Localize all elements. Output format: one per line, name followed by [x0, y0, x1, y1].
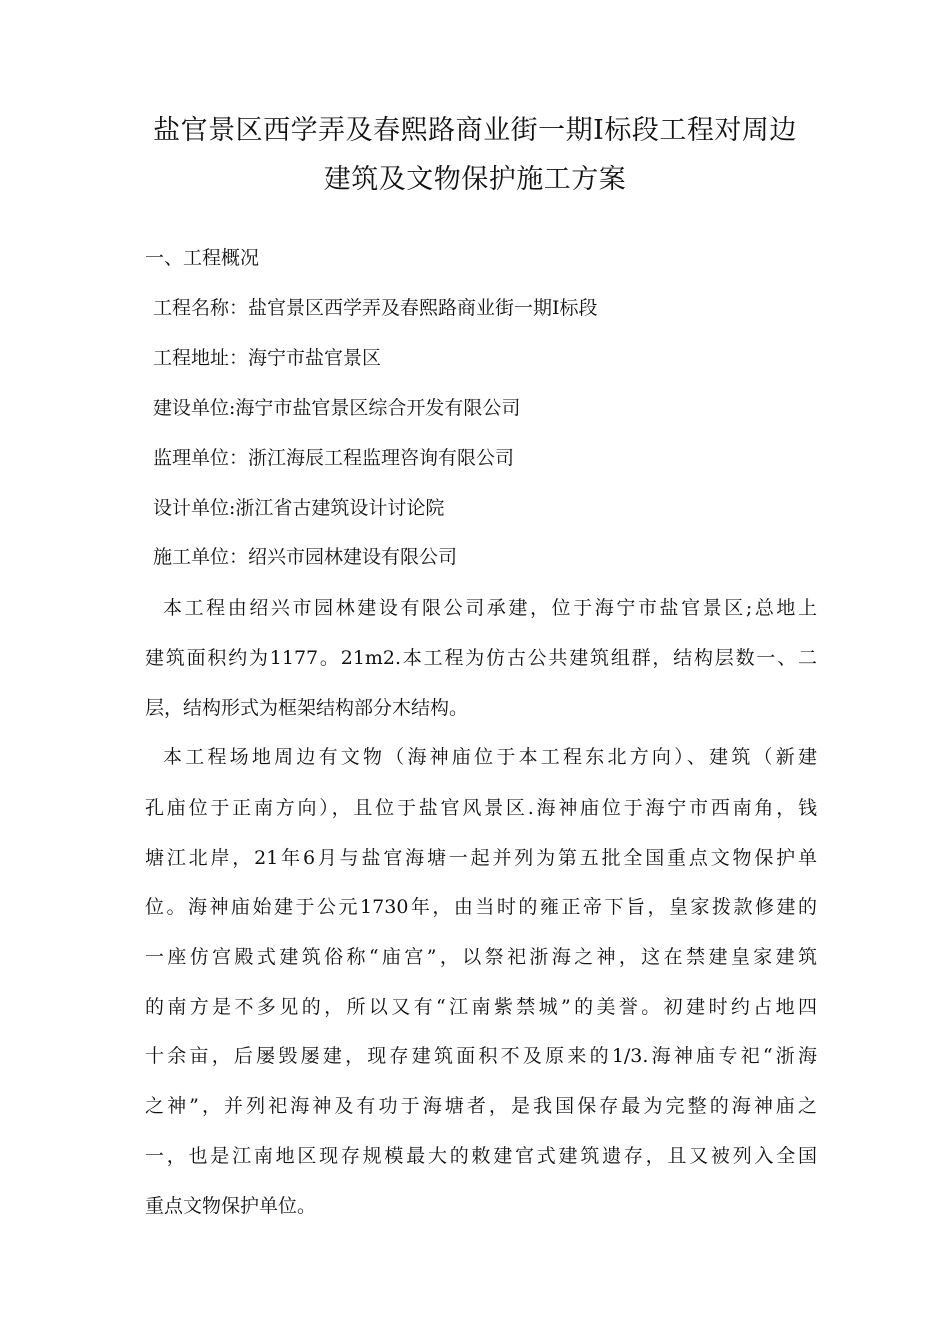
- paragraph-2-line: 之神”，并列祀海神及有功于海塘者，是我国保存最为完整的海神庙之: [145, 1095, 817, 1117]
- paragraph-2-line: 重点文物保护单位。: [145, 1195, 317, 1217]
- paragraph-2-line: 一，也是江南地区现存规模最大的敕建官式建筑遗存，且又被列入全国: [145, 1145, 817, 1167]
- paragraph-2-line: 的南方是不多见的，所以又有“江南紫禁城”的美誉。初建时约占地四: [145, 996, 817, 1018]
- info-supervisor: 监理单位：浙江海辰工程监理咨询有限公司: [153, 447, 515, 469]
- info-constructor: 施工单位：绍兴市园林建设有限公司: [153, 546, 458, 568]
- info-project-address: 工程地址：海宁市盐官景区: [153, 347, 382, 369]
- info-project-name: 工程名称：盐官景区西学弄及春熙路商业街一期Ⅰ标段: [153, 297, 598, 319]
- paragraph-2-line: 孔庙位于正南方向），且位于盐官风景区.海神庙位于海宁市西南角，钱: [145, 797, 817, 819]
- paragraph-2-line: 十余亩，后屡毁屡建，现存建筑面积不及原来的1/3.海神庙专祀“浙海: [145, 1045, 817, 1067]
- paragraph-2-line: 一座仿宫殿式建筑俗称“庙宫”，以祭祀浙海之神，这在禁建皇家建筑: [145, 946, 817, 968]
- paragraph-1-line: 本工程由绍兴市园林建设有限公司承建，位于海宁市盐官景区;总地上: [163, 597, 817, 619]
- paragraph-2-line: 塘江北岸，21年6月与盐官海塘一起并列为第五批全国重点文物保护单: [145, 847, 817, 869]
- paragraph-1-line: 建筑面积约为1177。21m2.本工程为仿古公共建筑组群，结构层数一、二: [145, 647, 817, 669]
- document-title-line-1: 盐官景区西学弄及春熙路商业街一期Ⅰ标段工程对周边: [153, 115, 797, 146]
- document-title-line-2: 建筑及文物保护施工方案: [323, 164, 627, 195]
- info-designer: 设计单位:浙江省古建筑设计讨论院: [153, 497, 445, 519]
- paragraph-2-line: 位。海神庙始建于公元1730年，由当时的雍正帝下旨，皇家拨款修建的: [145, 896, 817, 918]
- info-builder: 建设单位:海宁市盐官景区综合开发有限公司: [153, 397, 521, 419]
- paragraph-1-line: 层，结构形式为框架结构部分木结构。: [145, 697, 469, 719]
- paragraph-2-line: 本工程场地周边有文物（海神庙位于本工程东北方向）、建筑（新建: [163, 746, 817, 768]
- section-heading: 一、工程概况: [145, 247, 260, 269]
